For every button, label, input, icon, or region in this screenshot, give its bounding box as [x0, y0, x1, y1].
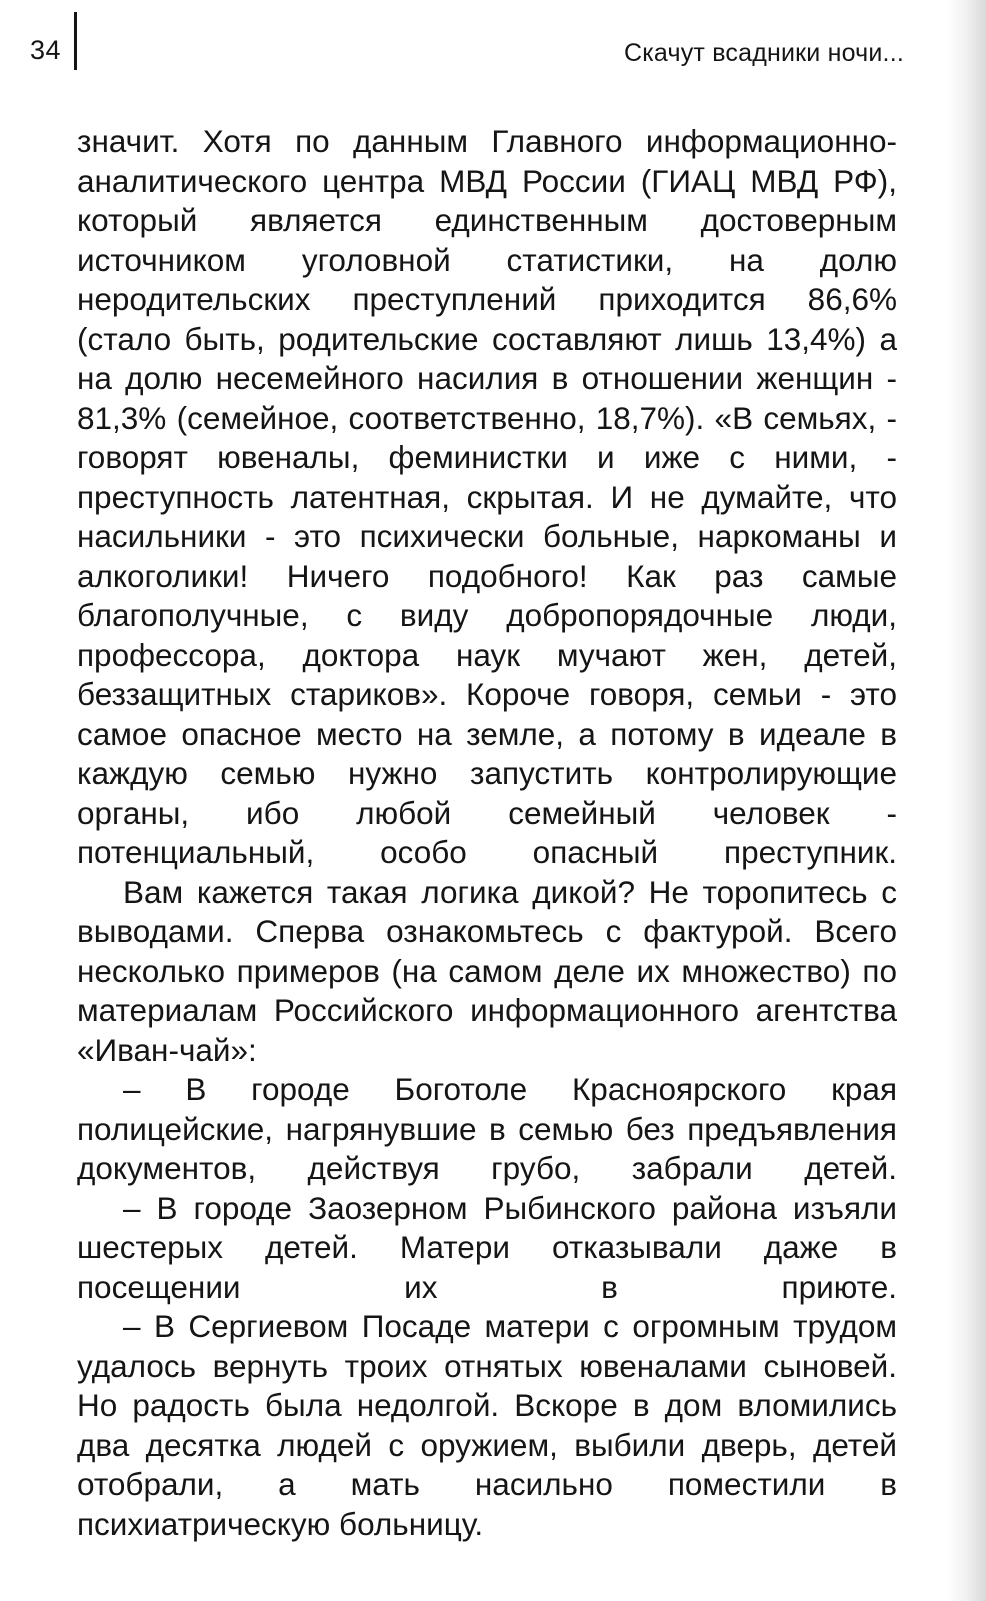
header-vertical-rule [74, 12, 77, 70]
example-bogotol: – В городе Боготоле Красноярского края полицейские, нагрянувшие в семью без предъявления документов, действуя грубо, забрали детей. [77, 1071, 897, 1186]
paragraph-statistics: значит. Хотя по данным Главного информационно-аналитического центра МВД России (ГИАЦ МВД РФ), который является единственным достоверным источником уголовной статистики, на долю неродительских преступлений приходится 86,6% (стало быть, родительские составляют лишь 13,4%) а на долю несемейного насилия в отношении женщин - 81,3% (семейное, соответственно, 18,7%). «В семьях, - говорят ювеналы, феминистки и иже с ними, - преступность латентная, скрытая. И не думайте, что насильники - это психически больные, наркоманы и алкоголики! Ничего подобного! Как раз самые благополучные, с виду добропорядочные люди, профессора, доктора наук мучают жен, детей, беззащитных стариков». Короче говоря, семьи - это самое опасное место на земле, а потому в идеале в каждую семью нужно запустить контролирующие органы, ибо любой семейный человек - потенциальный, особо опасный преступник. [77, 123, 897, 870]
example-zaozerny: – В городе Заозерном Рыбинского района изъяли шестерых детей. Матери отказывали даже в посещении их в приюте. [77, 1189, 897, 1305]
page-body-text [77, 122, 897, 1544]
paragraph-examples-intro: Вам кажется такая логика дикой? Не торопитесь с выводами. Сперва ознакомьтесь с фактурой. Всего несколько примеров (на самом деле их множество) по материалам Российского информационного агентства «Иван-чай»: [77, 873, 897, 1068]
running-title: Скачут всадники ночи... [623, 39, 904, 67]
example-sergiev-posad: – В Сергиевом Посаде матери с огромным трудом удалось вернуть троих отнятых ювеналами сыновей. Но радость была недолгой. Вскоре в дом вломились два десятка людей с оружием, выбили дверь, детей отобрали, а мать насильно поместили в психиатрическую больницу. [77, 1308, 897, 1542]
page-header [0, 0, 986, 110]
page-number: 34 [30, 35, 62, 65]
